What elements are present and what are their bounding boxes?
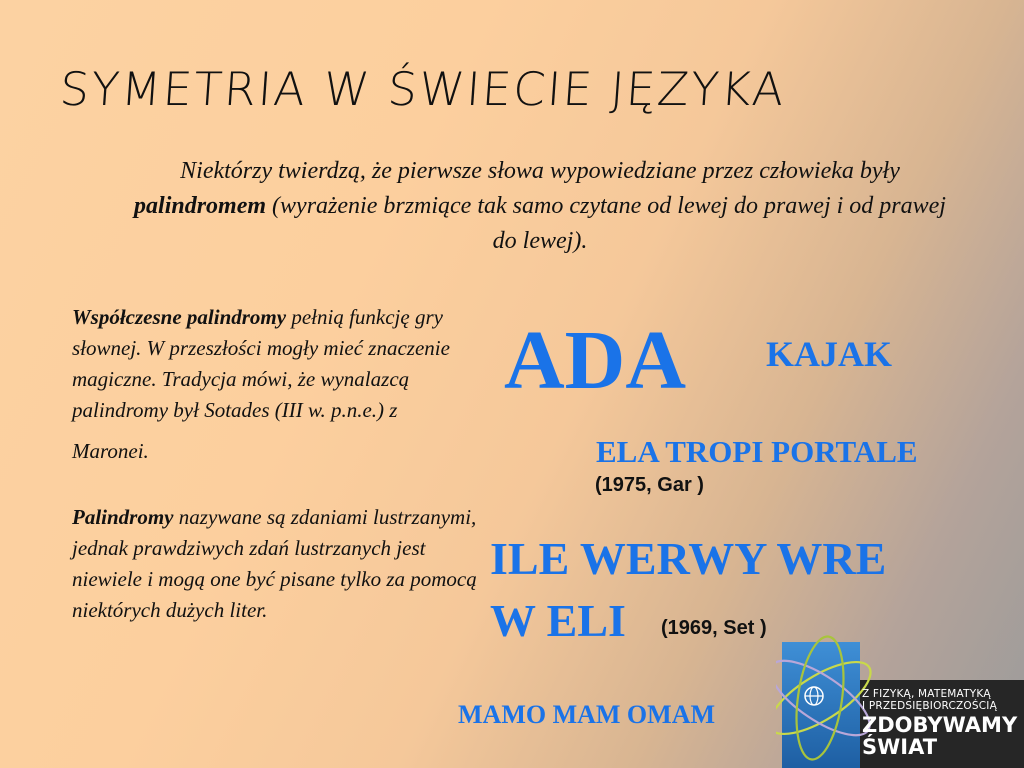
intro-bold-term: palindromem: [134, 193, 267, 219]
logo-text-line3: ZDOBYWAMY: [862, 713, 1018, 737]
paragraph-modern-palindromes: [72, 302, 482, 467]
intro-paragraph: [120, 154, 960, 259]
paragraph1-bold-term: Współczesne palindromy: [72, 305, 287, 329]
project-logo: [776, 620, 1024, 768]
slide-title: SYMETRIA W ŚWIECIE JĘZYKA: [58, 62, 788, 116]
example-ela-tropi-portale: ELA TROPI PORTALE: [596, 434, 918, 469]
logo-text-line4: ŚWIAT: [862, 735, 938, 759]
example-kajak: KAJAK: [766, 334, 892, 374]
example-ela-citation: (1975, Gar ): [595, 474, 704, 496]
logo-text-line1: Z FIZYKĄ, MATEMATYKĄ: [862, 688, 991, 700]
left-text-column: [72, 302, 482, 626]
intro-text-part2: (wyrażenie brzmiące tak samo czytane od lewej do prawej i od prawej do lewej).: [266, 193, 946, 254]
intro-text-part1: Niektórzy twierdzą, że pierwsze słowa wypowiedziane przez człowieka były: [180, 158, 900, 184]
example-ile-citation: (1969, Set ): [661, 617, 767, 639]
paragraph-mirror-sentences: [72, 502, 482, 626]
example-ile-werwy-line1: ILE WERWY WRE: [490, 533, 887, 584]
logo-text-line2: I PRZEDSIĘBIORCZOŚCIĄ: [862, 700, 997, 712]
example-ile-werwy-line2: W ELI: [490, 595, 626, 646]
paragraph1-text: pełnią funkcję gry słownej. W przeszłości mogły mieć znaczenie magiczne. Tradycja mówi, że wynalazcą palindromy był Sotades (III w. p.n.e.) z: [72, 305, 450, 422]
paragraph2-text: nazywane są zdaniami lustrzanymi, jednak prawdziwych zdań lustrzanych jest niewiele i mogą one być pisane tylko za pomocą niektórych dużych liter.: [72, 505, 477, 622]
paragraph1-last-line: Maronei.: [72, 439, 149, 463]
example-ada: ADA: [504, 314, 686, 407]
example-mamo-mam-omam: MAMO MAM OMAM: [458, 700, 716, 729]
paragraph2-bold-term: Palindromy: [72, 505, 174, 529]
